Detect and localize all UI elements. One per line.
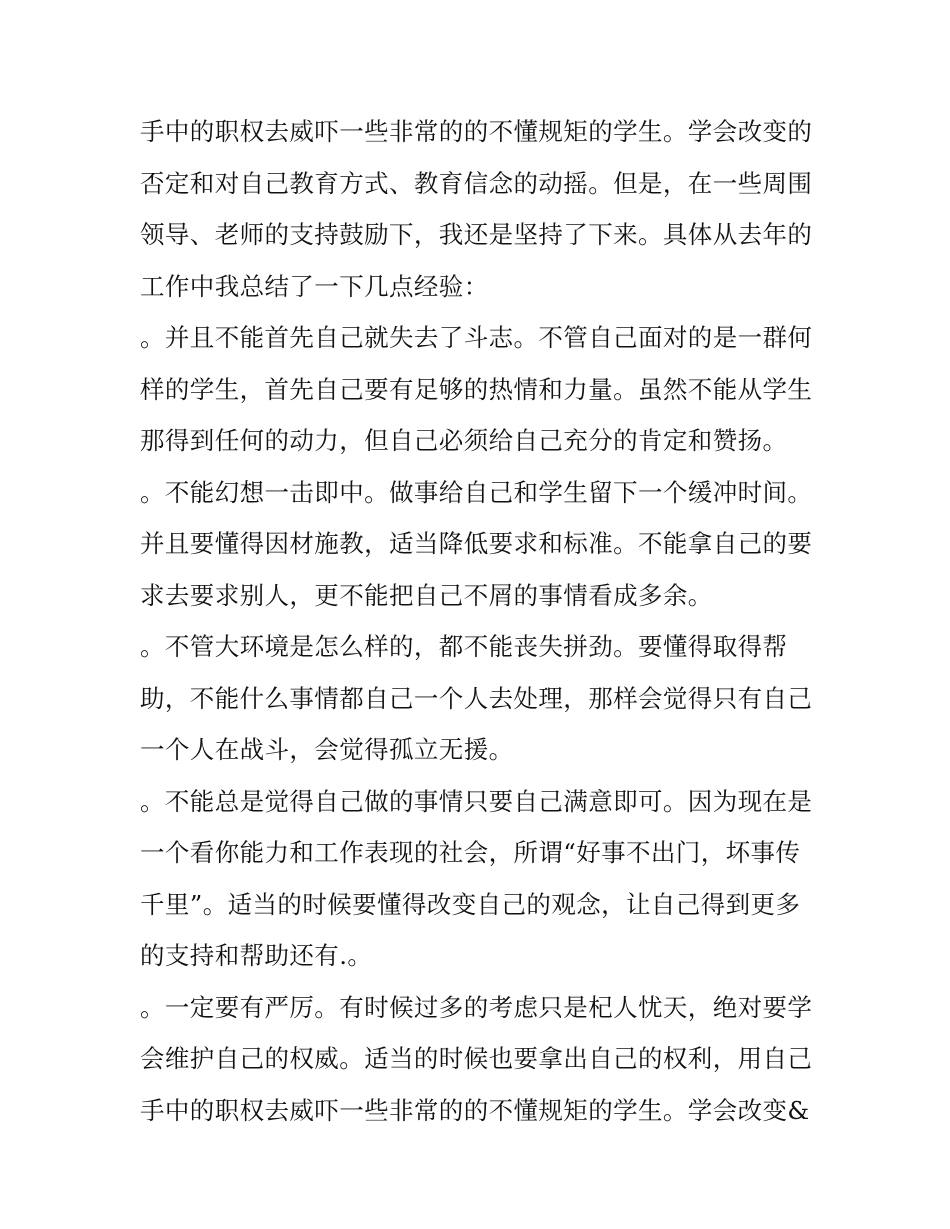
document-body-text [140, 106, 815, 1136]
text-line-1: 手中的职权去威吓一些非常的的不懂规矩的学生。学会改变的 [140, 117, 813, 146]
text-line-13: 一个人在战斗，会觉得孤立无援。 [140, 735, 514, 764]
text-line-14: 。不能总是觉得自己做的事情只要自己满意即可。因为现在是 [140, 786, 813, 816]
text-line-18: 。一定要有严厉。有时候过多的考虑只是杞人忧天，绝对要学 [140, 992, 813, 1022]
text-line-3: 领导、老师的支持鼓励下，我还是坚持了下来。具体从去年的 [140, 220, 813, 249]
text-line-19: 会维护自己的权威。适当的时候也要拿出自己的权利，用自己 [140, 1044, 813, 1073]
text-line-16: 千里”。适当的时候要懂得改变自己的观念，让自己得到更多 [140, 889, 801, 919]
text-line-11: 。不管大环境是怎么样的，都不能丧失拼劲。要懂得取得帮 [140, 632, 788, 661]
text-line-5: 。并且不能首先自己就失去了斗志。不管自己面对的是一群何 [140, 323, 813, 352]
text-line-17: 的支持和帮助还有.。 [140, 941, 373, 970]
text-line-15: 一个看你能力和工作表现的社会，所谓“好事不出门，坏事传 [140, 838, 801, 867]
text-line-20: 手中的职权去威吓一些非常的的不懂规矩的学生。学会改变& [140, 1095, 810, 1125]
text-line-2: 否定和对自己教育方式、教育信念的动摇。但是，在一些周围 [140, 168, 813, 198]
text-line-8: 。不能幻想一击即中。做事给自己和学生留下一个缓冲时间。 [140, 477, 813, 507]
text-line-6: 样的学生，首先自己要有足够的热情和力量。虽然不能从学生 [140, 374, 813, 404]
text-line-9: 并且要懂得因材施教，适当降低要求和标准。不能拿自己的要 [140, 529, 813, 558]
text-line-7: 那得到任何的动力，但自己必须给自己充分的肯定和赞扬。 [140, 426, 788, 455]
text-line-12: 助，不能什么事情都自己一个人去处理，那样会觉得只有自己 [140, 683, 813, 713]
text-line-10: 求去要求别人，更不能把自己不屑的事情看成多余。 [140, 580, 713, 610]
text-line-4: 工作中我总结了一下几点经验： [140, 271, 489, 301]
